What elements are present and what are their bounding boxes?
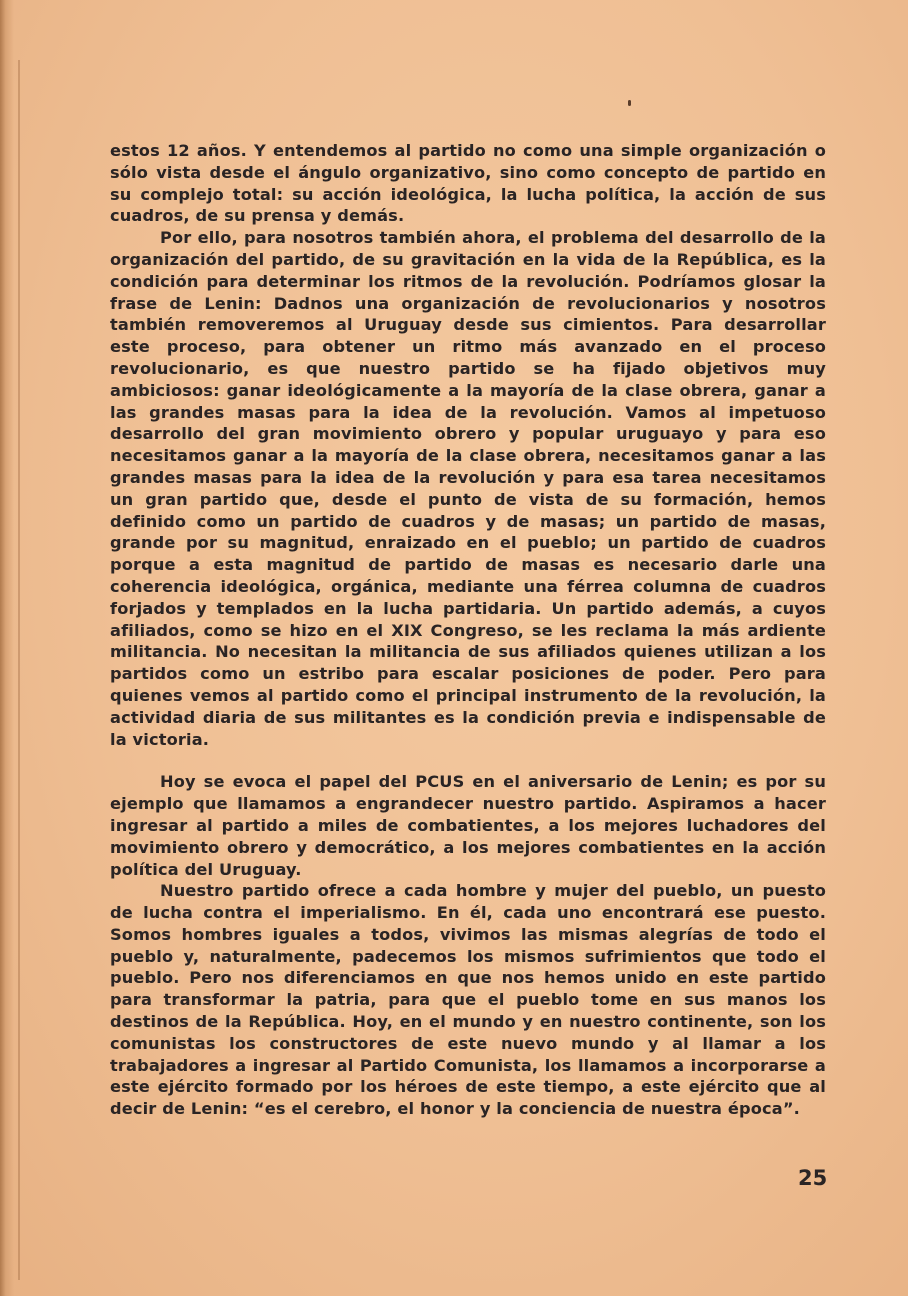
paper-speck bbox=[628, 100, 631, 106]
page-number: 25 bbox=[798, 1166, 828, 1190]
paragraph: Nuestro partido ofrece a cada hombre y mujer del pueblo, un puesto de lucha contra el imperialismo. En él, cada uno encontrará ese puesto. Somos hombres iguales a todos, vivimos las mismas alegrías de todo el pueblo y, naturalmente, padecemos los mismos sufrimientos que todo el pueblo. Pero nos diferenciamos en que nos hemos unido en este partido para transformar la patria, para que el pueblo tome en sus manos los destinos de la República. Hoy, en el mundo y en nuestro continente, son los comunistas los constructores de este nuevo mundo y al llamar a los trabajadores a ingresar al Partido Comunista, los llamamos a incorporarse a este ejército formado por los héroes de este tiempo, a este ejército que al decir de Lenin: “es el cerebro, el honor y la conciencia de nuestra época”. bbox=[110, 881, 826, 1119]
body-text bbox=[110, 140, 826, 1120]
paragraph-continued: estos 12 años. Y entendemos al partido no como una simple organización o sólo vista desde el ángulo organizativo, sino como concepto de partido en su complejo total: su acción ideológica, la lucha política, la acción de sus cuadros, de su prensa y demás. bbox=[110, 141, 826, 226]
page-binding-edge bbox=[0, 0, 14, 1296]
paragraph: Hoy se evoca el papel del PCUS en el aniversario de Lenin; es por su ejemplo que llamamos a engrandecer nuestro partido. Aspiramos a hacer ingresar al partido a miles de combatientes, a los mejores luchadores del movimiento obrero y democrático, a los mejores combatientes en la acción política del Uruguay. bbox=[110, 772, 826, 879]
page-fold-line bbox=[18, 60, 20, 1280]
paragraph: Por ello, para nosotros también ahora, el problema del desarrollo de la organización del partido, de su gravitación en la vida de la República, es la condición para determinar los ritmos de la revolución. Podríamos glosar la frase de Lenin: Dadnos una organización de revolucionarios y nosotros también removeremos al Uruguay desde sus cimientos. Para desarrollar este proceso, para obtener un ritmo más avanzado en el proceso revolucionario, es que nuestro partido se ha fijado objetivos muy ambiciosos: ganar ideológicamente a la mayoría de la clase obrera, ganar a las grandes masas para la idea de la revolución. Vamos al impetuoso desarrollo del gran movimiento obrero y popular uruguayo y para eso necesitamos ganar a la mayoría de la clase obrera, necesitamos ganar a las grandes masas para la idea de la revolución y para esa tarea necesitamos un gran partido que, desde el punto de vista de su formación, hemos definido como un partido de cuadros y de masas; un partido de masas, grande por su magnitud, enraizado en el pueblo; un partido de cuadros porque a esta magnitud de partido de masas es necesario darle una coherencia ideológica, orgánica, mediante una férrea columna de cuadros forjados y templados en la lucha partidaria. Un partido además, a cuyos afiliados, como se hizo en el XIX Congreso, se les reclama la más ardiente militancia. No necesitan la militancia de sus afiliados quienes utilizan a los partidos como un estribo para escalar posiciones de poder. Pero para quienes vemos al partido como el principal instrumento de la revolución, la actividad diaria de sus militantes es la condición previa e indispensable de la victoria. bbox=[110, 228, 826, 749]
